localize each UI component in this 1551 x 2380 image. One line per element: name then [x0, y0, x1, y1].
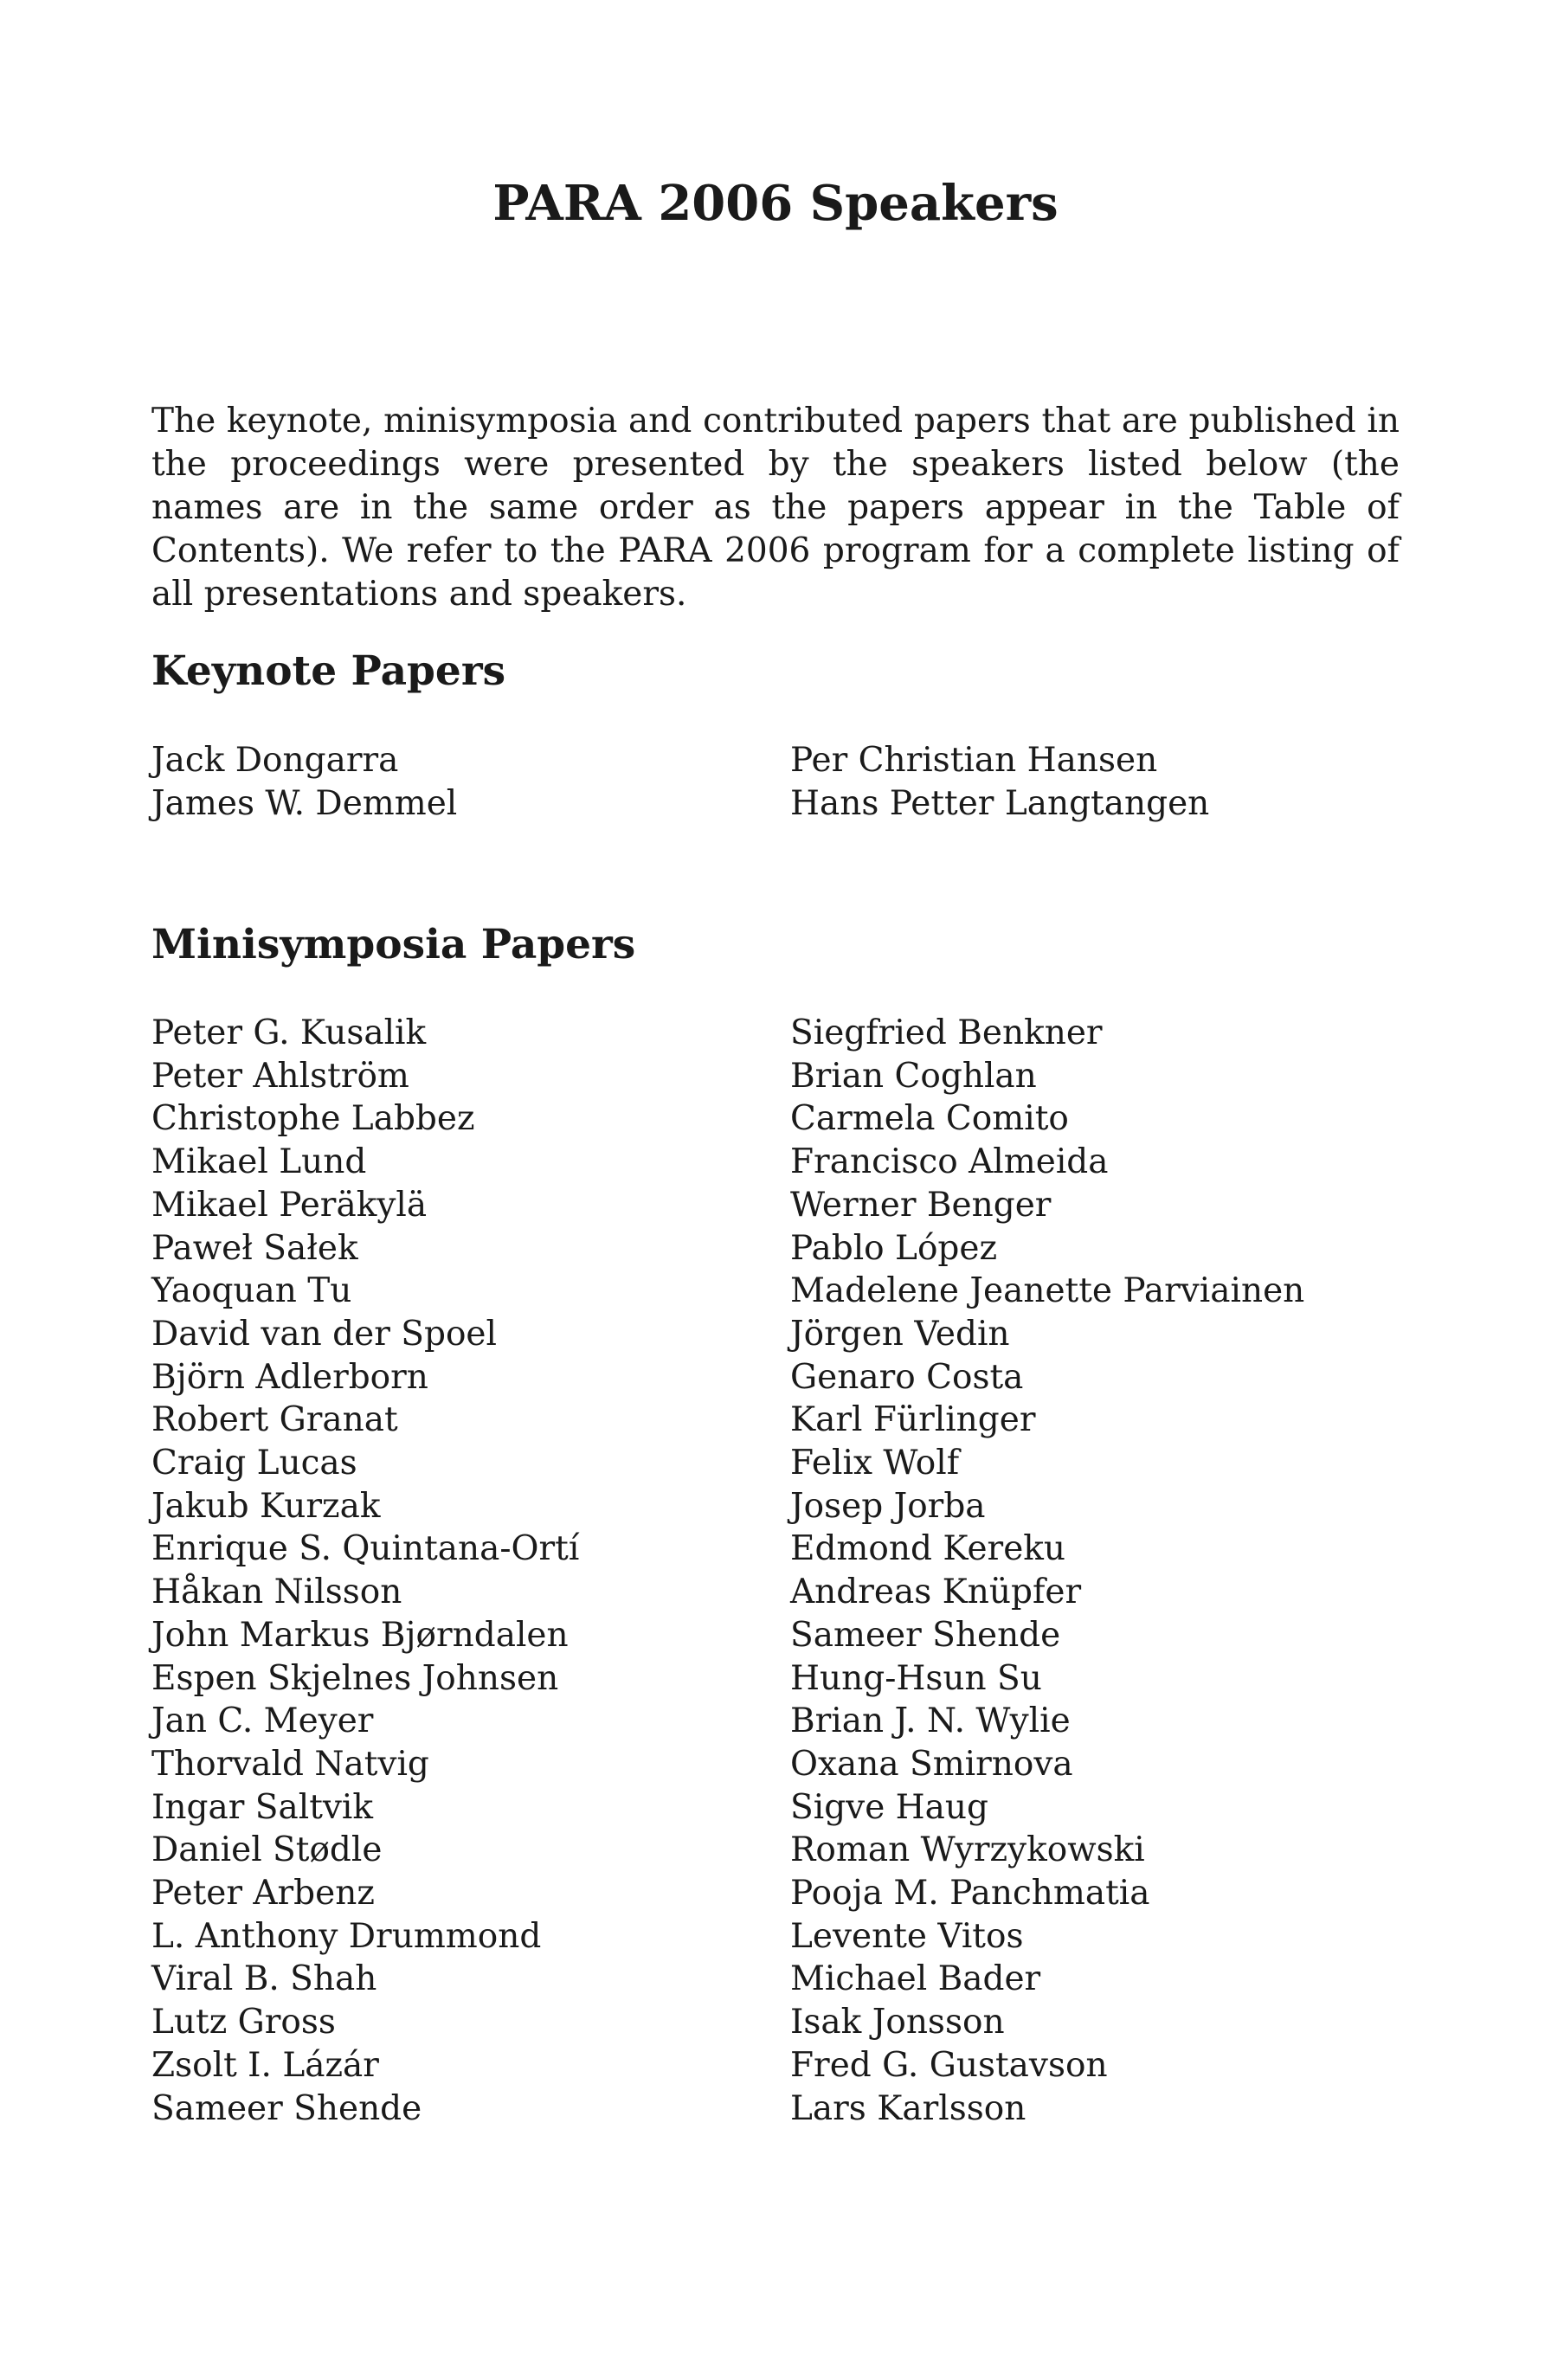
speaker-name: Oxana Smirnova	[790, 1744, 1073, 1784]
speaker-name: Siegfried Benkner	[790, 1013, 1103, 1052]
speaker-name: Daniel Stødle	[151, 1830, 383, 1870]
speaker-name: Josep Jorba	[790, 1486, 986, 1526]
speaker-name: Enrique S. Quintana-Ortí	[151, 1529, 580, 1569]
speaker-name: Jan C. Meyer	[151, 1701, 374, 1741]
speaker-name: Robert Granat	[151, 1400, 398, 1440]
speaker-name: Werner Benger	[790, 1185, 1052, 1225]
speaker-name: Lars Karlsson	[790, 2088, 1026, 2128]
speaker-name: Mikael Lund	[151, 1142, 367, 1182]
speaker-name: Yaoquan Tu	[151, 1271, 352, 1311]
speaker-name: Craig Lucas	[151, 1444, 357, 1483]
speaker-name: Espen Skjelnes Johnsen	[151, 1658, 559, 1698]
speaker-name: Brian Coghlan	[790, 1056, 1037, 1096]
minisymposia-speakers-left	[151, 1012, 579, 2130]
speaker-name: Sigve Haug	[790, 1787, 989, 1827]
speaker-name: Zsolt I. Lázár	[151, 2045, 379, 2085]
speaker-name: Genaro Costa	[790, 1357, 1024, 1397]
speaker-name: L. Anthony Drummond	[151, 1916, 542, 1956]
speaker-name: Pablo López	[790, 1228, 998, 1268]
keynote-speakers-left	[151, 739, 457, 825]
speaker-name: Lutz Gross	[151, 2003, 336, 2042]
speaker-name: Andreas Knüpfer	[790, 1573, 1082, 1612]
keynote-speakers-right	[790, 739, 1209, 825]
speaker-name: Fred G. Gustavson	[790, 2045, 1108, 2085]
speaker-name: Levente Vitos	[790, 1916, 1024, 1956]
speaker-name: Edmond Kereku	[790, 1529, 1066, 1569]
speaker-name: Thorvald Natvig	[151, 1744, 429, 1784]
speaker-name: Jörgen Vedin	[790, 1314, 1010, 1354]
speaker-name: Pooja M. Panchmatia	[790, 1874, 1150, 1914]
speaker-name: Michael Bader	[790, 1959, 1041, 1999]
intro-paragraph: The keynote, minisymposia and contributed papers that are published in the proceedings were presented by the speakers listed below (the names are in the same order as the papers appear in the Table of Contents). We refer to the PARA 2006 program for a complete listing of all presentations and speakers.	[151, 402, 1400, 614]
speaker-name: Carmela Comito	[790, 1099, 1069, 1139]
speaker-name: Roman Wyrzykowski	[790, 1830, 1145, 1870]
speaker-name: Peter G. Kusalik	[151, 1013, 427, 1052]
speaker-name: Christophe Labbez	[151, 1099, 475, 1139]
minisymposia-speakers-right	[790, 1012, 1304, 2130]
speaker-name: Madelene Jeanette Parviainen	[790, 1271, 1305, 1311]
minisymposia-heading: Minisymposia Papers	[151, 921, 636, 968]
speaker-name: Sameer Shende	[790, 1615, 1061, 1655]
speaker-name: Paweł Sałek	[151, 1228, 358, 1268]
speaker-name: John Markus Bjørndalen	[151, 1615, 569, 1655]
speaker-name: Håkan Nilsson	[151, 1573, 402, 1612]
speaker-name: Ingar Saltvik	[151, 1787, 374, 1827]
speaker-name: Per Christian Hansen	[790, 741, 1158, 780]
speaker-name: Felix Wolf	[790, 1444, 960, 1483]
speaker-name: Björn Adlerborn	[151, 1357, 428, 1397]
speaker-name: Jack Dongarra	[151, 741, 399, 780]
speaker-name: Mikael Peräkylä	[151, 1185, 428, 1225]
page-title: PARA 2006 Speakers	[492, 175, 1059, 232]
speaker-name: James W. Demmel	[151, 783, 458, 823]
speaker-name: Viral B. Shah	[151, 1959, 377, 1999]
speaker-name: Karl Fürlinger	[790, 1400, 1036, 1440]
speaker-name: Peter Ahlström	[151, 1056, 409, 1096]
speaker-name: Sameer Shende	[151, 2088, 422, 2128]
speaker-name: Francisco Almeida	[790, 1142, 1109, 1182]
speaker-name: Hans Petter Langtangen	[790, 783, 1210, 823]
speaker-name: David van der Spoel	[151, 1314, 497, 1354]
speaker-name: Brian J. N. Wylie	[790, 1701, 1071, 1741]
speaker-name: Isak Jonsson	[790, 2003, 1005, 2042]
speaker-name: Peter Arbenz	[151, 1874, 375, 1914]
speaker-name: Jakub Kurzak	[151, 1486, 381, 1526]
speaker-name: Hung-Hsun Su	[790, 1658, 1042, 1698]
keynote-heading: Keynote Papers	[151, 647, 506, 695]
